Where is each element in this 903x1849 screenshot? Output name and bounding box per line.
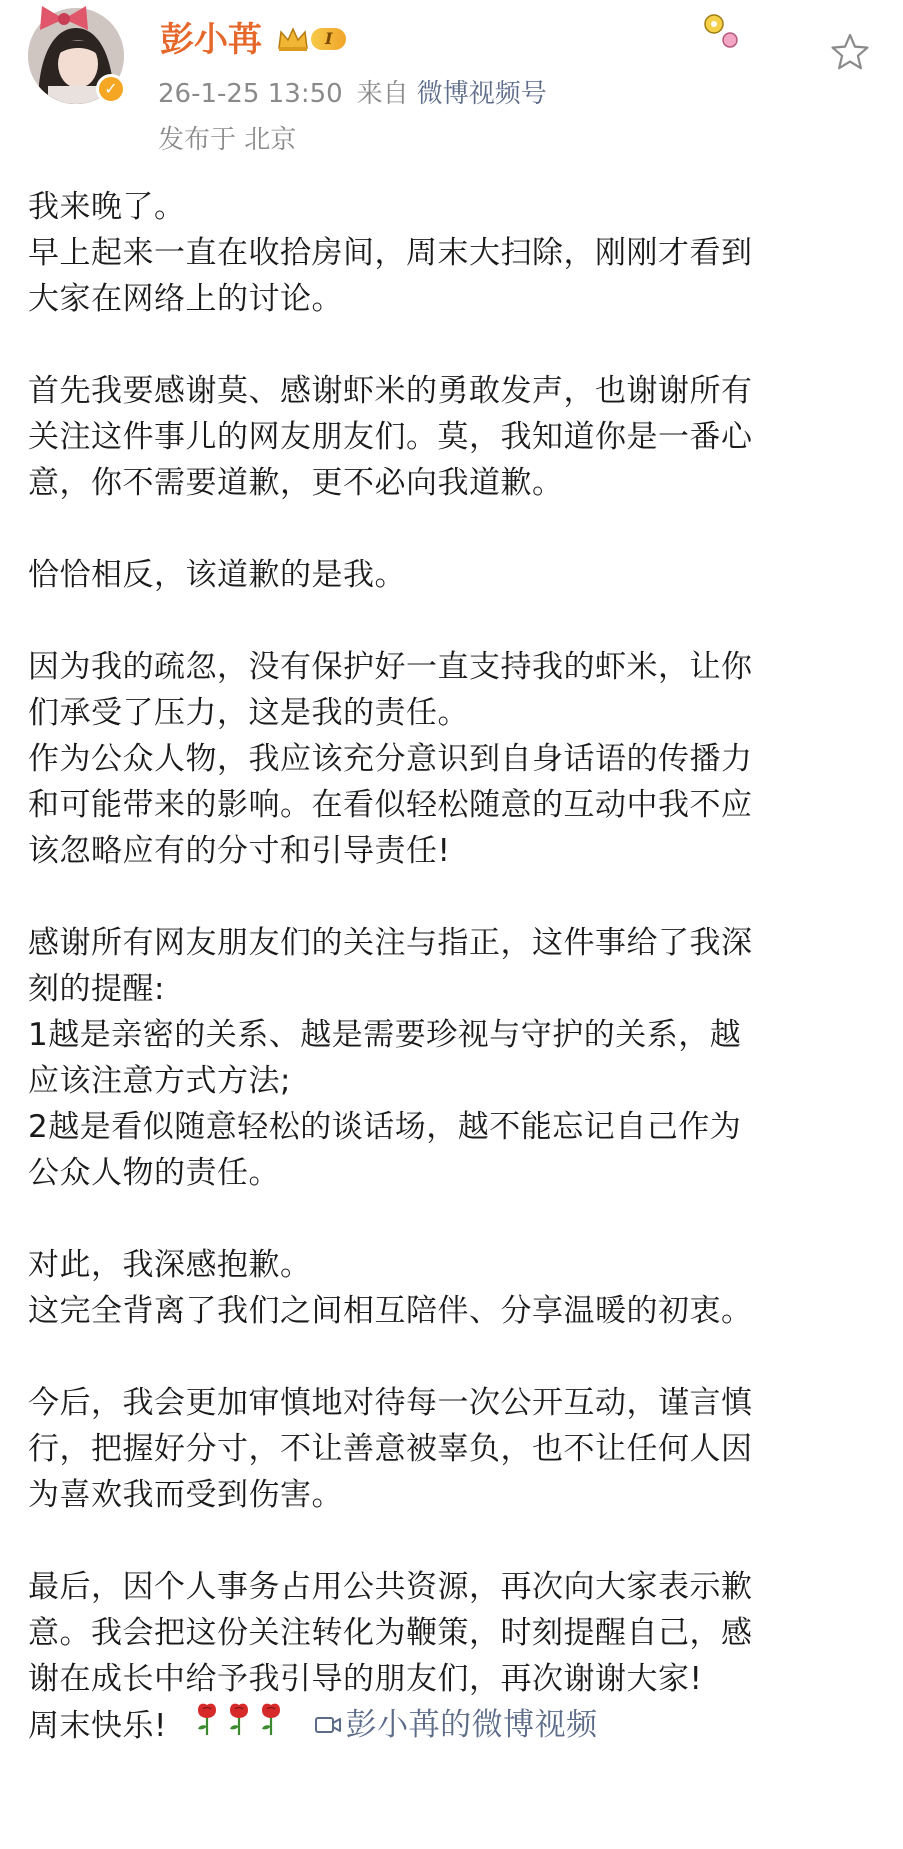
text-line: 该忽略应有的分寸和引导责任! [28, 833, 451, 869]
bow-decoration-icon [38, 2, 90, 36]
text-line: 早上起来一直在收拾房间，周末大扫除，刚刚才看到 [28, 235, 753, 271]
text-line: 公众人物的责任。 [28, 1155, 280, 1191]
rose-emoji-icon [258, 1702, 284, 1736]
text-line: 最后，因个人事务占用公共资源，再次向大家表示歉 [28, 1569, 753, 1605]
paragraph-7 [28, 1380, 888, 1518]
text-line: 感谢所有网友朋友们的关注与指正，这件事给了我深 [28, 925, 753, 961]
video-link[interactable] [314, 1702, 598, 1748]
rose-emoji-icon [194, 1702, 220, 1736]
text-line: 们承受了压力，这是我的责任。 [28, 695, 469, 731]
text-line: 2越是看似随意轻松的谈话场，越不能忘记自己作为 [28, 1109, 742, 1145]
text-line: 行，把握好分寸，不让善意被辜负，也不让任何人因 [28, 1431, 753, 1467]
closing-line [28, 1702, 888, 1749]
text-line: 对此，我深感抱歉。 [28, 1247, 312, 1283]
crown-icon [277, 26, 309, 52]
text-line: 这完全背离了我们之间相互陪伴、分享温暖的初衷。 [28, 1293, 753, 1329]
text-line: 因为我的疏忽，没有保护好一直支持我的虾米，让你 [28, 649, 753, 685]
text-line: 谢在成长中给予我引导的朋友们，再次谢谢大家! [28, 1661, 703, 1697]
paragraph-2 [28, 368, 888, 506]
member-badge[interactable] [277, 24, 346, 54]
avatar[interactable] [28, 8, 124, 104]
text-line: 意，你不需要道歉，更不必向我道歉。 [28, 465, 564, 501]
text-line: 大家在网络上的讨论。 [28, 281, 343, 317]
text-line: 今后，我会更加审慎地对待每一次公开互动，谨言慎 [28, 1385, 753, 1421]
closing-text: 周末快乐! [28, 1708, 167, 1744]
post-meta [158, 78, 547, 110]
post-timestamp: 26-1-25 13:50 [158, 79, 343, 109]
post-body [28, 184, 888, 1749]
paragraph-3 [28, 552, 888, 598]
source-link[interactable]: 微博视频号 [416, 79, 547, 109]
video-camera-icon [314, 1714, 342, 1736]
text-line: 首先我要感谢莫、感谢虾米的勇敢发声，也谢谢所有 [28, 373, 753, 409]
verified-badge-icon: ✓ [96, 74, 126, 104]
post-header [0, 0, 903, 155]
text-line: 作为公众人物，我应该充分意识到自身话语的传播力 [28, 741, 753, 777]
post-location: 发布于 北京 [158, 125, 297, 155]
favorite-star-icon[interactable] [830, 32, 870, 72]
paragraph-5 [28, 920, 888, 1196]
text-line: 和可能带来的影响。在看似轻松随意的互动中我不应 [28, 787, 753, 823]
source-prefix: 来自 [356, 79, 409, 109]
text-line: 我来晚了。 [28, 189, 186, 225]
video-link-label[interactable]: 彭小苒的微博视频 [345, 1707, 598, 1743]
level-badge: I [311, 28, 346, 50]
rose-emoji-group [191, 1702, 287, 1736]
text-line: 1越是亲密的关系、越是需要珍视与守护的关系，越 [28, 1017, 742, 1053]
paragraph-4 [28, 644, 888, 874]
vlog-sticker [700, 6, 810, 56]
text-line: 意。我会把这份关注转化为鞭策，时刻提醒自己，感 [28, 1615, 753, 1651]
rose-emoji-icon [226, 1702, 252, 1736]
paragraph-1 [28, 184, 888, 322]
author-name[interactable]: 彭小苒 [160, 20, 262, 60]
text-line: 应该注意方式方法; [28, 1063, 291, 1099]
text-line: 关注这件事儿的网友朋友们。莫，我知道你是一番心 [28, 419, 753, 455]
text-line: 恰恰相反，该道歉的是我。 [28, 557, 406, 593]
paragraph-6 [28, 1242, 888, 1334]
text-line: 为喜欢我而受到伤害。 [28, 1477, 343, 1513]
paragraph-8 [28, 1564, 888, 1749]
text-line: 刻的提醒: [28, 971, 165, 1007]
